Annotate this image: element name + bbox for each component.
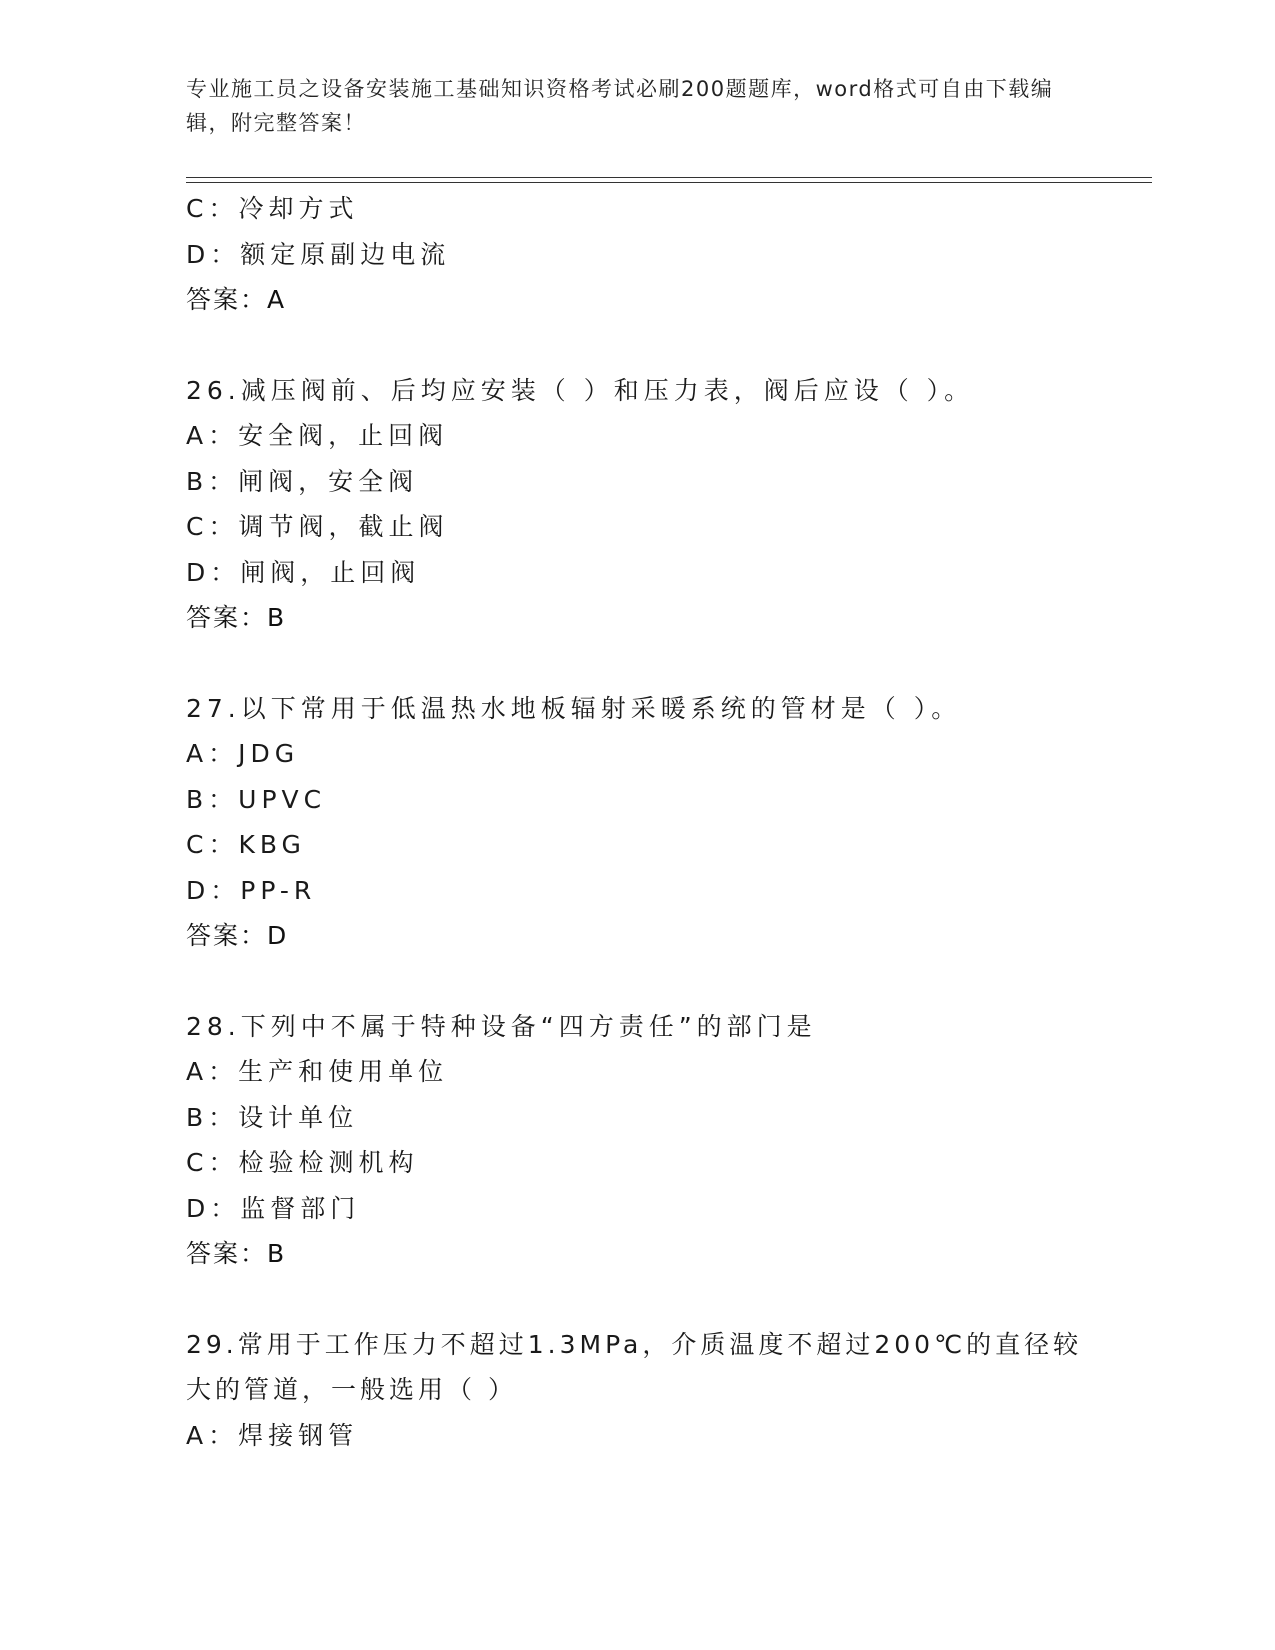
question-25-tail	[186, 186, 1086, 323]
option-d: D：额定原副边电流	[186, 239, 451, 269]
question-stem: 27.以下常用于低温热水地板辐射采暖系统的管材是（ ）。	[186, 693, 962, 723]
spacer	[186, 641, 1086, 686]
option-d: D：监督部门	[186, 1193, 361, 1223]
option-a: A：生产和使用单位	[186, 1057, 449, 1086]
header-rule-top	[186, 177, 1152, 178]
option-c: C：检验检测机构	[186, 1148, 419, 1177]
question-stem: 29.常用于工作压力不超过1.3MPa，介质温度不超过200℃的直径较大的管道，一般选用（ ）	[186, 1329, 1083, 1404]
spacer	[186, 1277, 1086, 1322]
option-b: B：UPVC	[186, 784, 327, 814]
question-29	[186, 1322, 1086, 1459]
question-stem: 28.下列中不属于特种设备“四方责任”的部门是	[186, 1011, 817, 1041]
option-c: C：冷却方式	[186, 194, 359, 223]
option-a: A：焊接钢管	[186, 1420, 359, 1450]
option-c: C：KBG	[186, 830, 306, 859]
option-d: D：PP-R	[186, 875, 317, 905]
answer-label: 答案：B	[186, 603, 287, 632]
header-rule-bottom	[186, 182, 1152, 183]
spacer	[186, 323, 1086, 368]
document-header: 专业施工员之设备安装施工基础知识资格考试必刷200题题库，word格式可自由下载编辑，附完整答案！	[186, 77, 1054, 135]
question-26	[186, 368, 1086, 641]
option-b: B：设计单位	[186, 1102, 359, 1132]
spacer	[186, 959, 1086, 1004]
question-27	[186, 686, 1086, 959]
option-b: B：闸阀，安全阀	[186, 466, 419, 496]
question-list	[186, 186, 1086, 1458]
option-a: A：安全阀，止回阀	[186, 421, 449, 450]
option-d: D：闸阀，止回阀	[186, 557, 421, 587]
option-c: C：调节阀，截止阀	[186, 512, 449, 541]
question-stem: 26.减压阀前、后均应安装（ ）和压力表，阀后应设（ ）。	[186, 375, 975, 405]
question-28	[186, 1004, 1086, 1277]
answer-label: 答案：B	[186, 1239, 287, 1268]
answer-label: 答案：D	[186, 921, 289, 950]
answer-label: 答案：A	[186, 285, 287, 314]
option-a: A：JDG	[186, 739, 300, 768]
